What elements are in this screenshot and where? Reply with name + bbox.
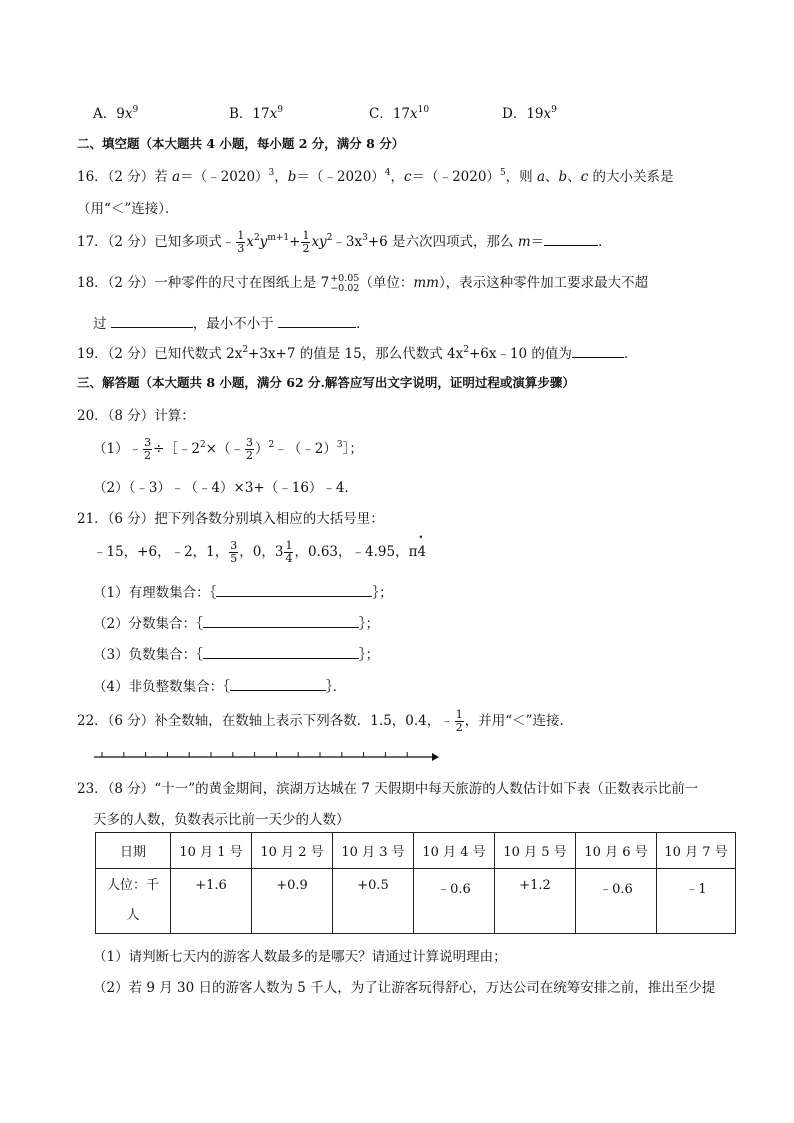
table-cell: +1.2 [495, 869, 576, 934]
table-header-cell: 10 月 5 号 [495, 833, 576, 869]
table-cell: ﹣1 [657, 869, 736, 934]
answer-blank-max[interactable] [111, 315, 193, 328]
fraction: $\frac{1}{2}$ [302, 229, 310, 255]
answer-blank[interactable] [572, 345, 624, 358]
question-19: 19．（2 分）已知代数式 $2x^2+3x+7$ 的值是 15，那么代数式 $4x^2+6x﹣10$ 的值为 ． [77, 345, 638, 362]
table-header-cell: 10 月 4 号 [414, 833, 495, 869]
question-18: 18．（2 分）一种零件的尺寸在图纸上是 7 +0.05 −0.02 （单位：mm），表示这种零件加工要求最大不超 [77, 272, 649, 294]
answer-blank[interactable] [544, 233, 598, 246]
set-rational: （1）有理数集合：｛ ｝； [93, 585, 393, 601]
question-20-part-1: （1）﹣ $\frac{3}{2}$ $\div[﹣2^2\times(﹣$ $\frac{3}{2}$ ）$^2$﹣（﹣2）$^3$］； [93, 436, 363, 462]
question-16-line-2: （用“＜”连接）． [77, 201, 179, 217]
table-header-cell: 10 月 2 号 [252, 833, 333, 869]
question-18-line-2: 过 ，最小不小于 ． [93, 316, 370, 332]
q15-option-a: A．$9x^9$ [93, 105, 139, 122]
tolerance: +0.05 −0.02 [330, 272, 360, 294]
number-line [94, 748, 439, 764]
q15-option-c: C．$17x^{10}$ [369, 105, 430, 122]
table-header-cell: 10 月 3 号 [333, 833, 414, 869]
table-header-cell: 10 月 6 号 [576, 833, 657, 869]
section-2-title: 二、填空题（本大题共 4 小题，每小题 2 分，满分 8 分） [77, 136, 405, 151]
set-fraction: （2）分数集合：｛ ｝； [93, 616, 380, 632]
table-header-row [96, 833, 736, 869]
table-cell: +0.5 [333, 869, 414, 934]
tourist-table [95, 832, 736, 934]
repeating-digit: 4 • [417, 533, 427, 560]
table-header-cell: 10 月 7 号 [657, 833, 736, 869]
fraction: $\frac{3}{5}$ [230, 539, 238, 565]
answer-blank[interactable] [230, 678, 326, 691]
fraction: $\frac{1}{3}$ [237, 229, 245, 255]
dot-icon: • [418, 533, 424, 542]
section-3-title: 三、解答题（本大题共 8 小题，满分 62 分.解答应写出文字说明，证明过程或演算步骤） [77, 375, 575, 390]
fraction: $\frac{1}{2}$ [455, 708, 463, 734]
q15-option-d: D．$19x^9$ [502, 105, 557, 122]
table-cell: ﹣0.6 [414, 869, 495, 934]
arrow-icon [432, 753, 439, 761]
table-cell: ﹣0.6 [576, 869, 657, 934]
set-nonnegative-integer: （4）非负整数集合：｛ ｝． [93, 679, 347, 695]
table-cell: +0.9 [252, 869, 333, 934]
fraction: $\frac{1}{4}$ [285, 539, 293, 565]
question-20-part-2: （2）（﹣3）﹣（﹣4）×3+（﹣16）﹣4． [93, 480, 358, 496]
answer-blank-min[interactable] [278, 315, 356, 328]
question-16: 16．（2 分）若 a＝（﹣2020）$^3$，b＝（﹣2020）$^4$，c＝（﹣2020）$^5$，则 a、b、c 的大小关系是 [77, 168, 674, 185]
answer-blank[interactable] [203, 646, 359, 659]
table-header-cell: 日期 [96, 833, 171, 869]
fraction: $\frac{3}{2}$ [246, 436, 254, 462]
fraction: $\frac{3}{2}$ [144, 436, 152, 462]
question-22: 22．（6 分）补全数轴，在数轴上表示下列各数．1.5，0.4，﹣ $\frac{1}{2}$ ，并用“＜”连接． [77, 708, 574, 734]
table-cell: +1.6 [171, 869, 252, 934]
set-negative: （3）负数集合：｛ ｝； [93, 647, 380, 663]
question-23-line-2: 天多的人数，负数表示比前一天少的人数） [93, 812, 350, 828]
question-21: 21．（6 分）把下列各数分别填入相应的大括号里： [77, 511, 384, 527]
question-17: 17．（2 分）已知多项式﹣ $\frac{1}{3}$ $x^2y^{m+1}+$ $\frac{1}{2}$ $xy^2﹣3x^3+6$ 是六次四项式，那么 m＝ ． [77, 229, 612, 255]
question-21-numbers: ﹣15，+6，﹣2，1， $\frac{3}{5}$ ，0，3 $\frac{1}{4}$ ，0.63，﹣4.95，π4 • [93, 533, 427, 565]
answer-blank[interactable] [203, 615, 359, 628]
question-23-part-2: （2）若 9 月 30 日的游客人数为 5 千人，为了让游客玩得舒心，万达公司在统筹安排之前，推出至少提 [93, 980, 716, 996]
table-header-cell: 10 月 1 号 [171, 833, 252, 869]
table-row [96, 869, 736, 934]
number-line-ticks [102, 752, 407, 757]
q15-option-b: B．$17x^9$ [229, 105, 283, 122]
table-row-label: 人位：千 人 [96, 869, 171, 934]
question-23: 23．（8 分）“十一”的黄金期间，滨湖万达城在 7 天假期中每天旅游的人数估计如下表（正数表示比前一 [77, 781, 699, 797]
question-20: 20．（8 分）计算： [77, 408, 195, 424]
answer-blank[interactable] [216, 584, 372, 597]
question-23-part-1: （1）请判断七天内的游客人数最多的是哪天？请通过计算说明理由； [93, 949, 507, 965]
